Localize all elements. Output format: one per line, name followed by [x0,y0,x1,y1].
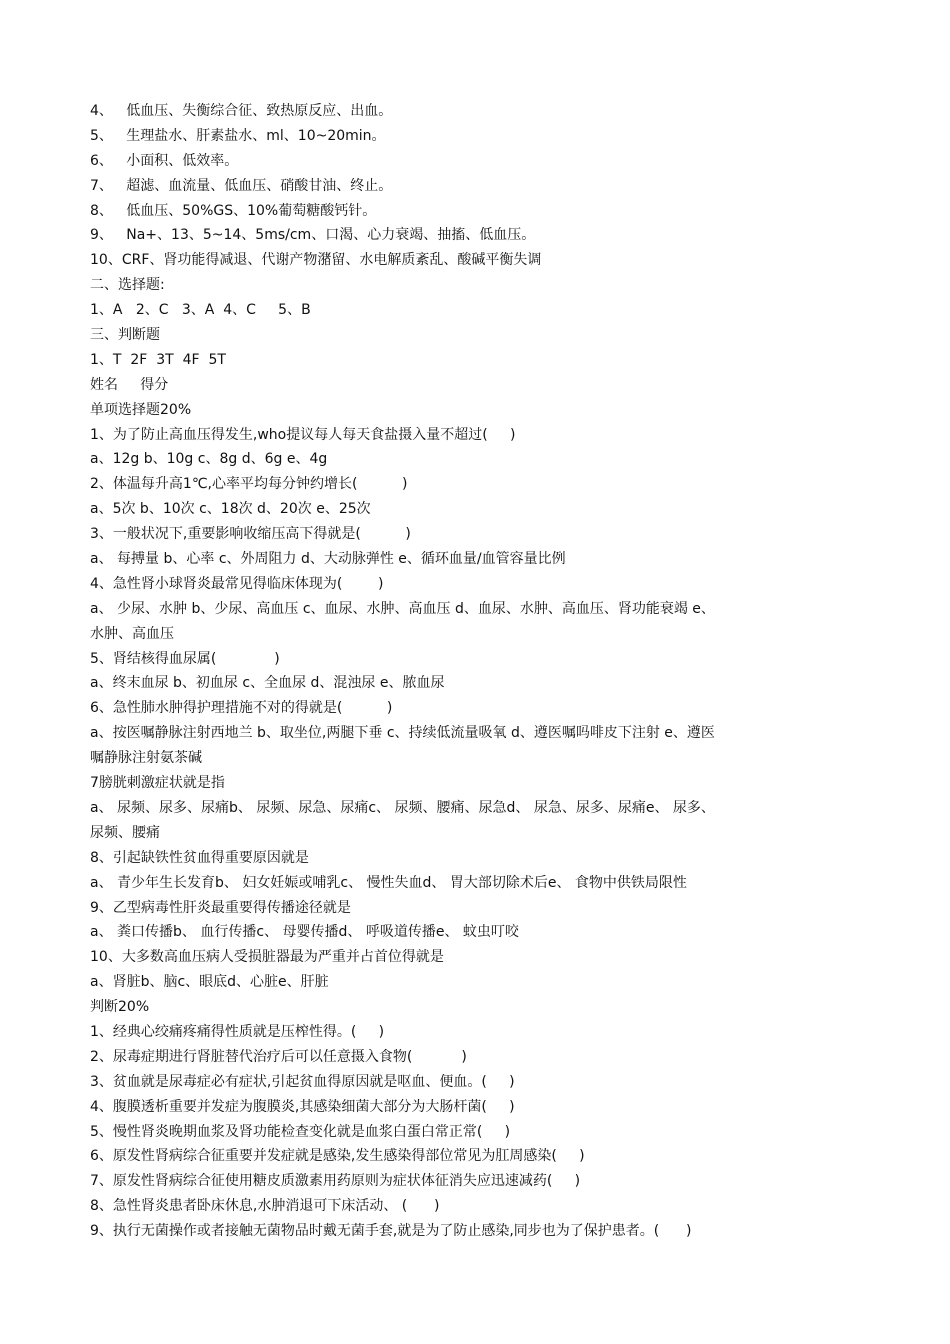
question-2-options: a、5次 b、10次 c、18次 d、20次 e、25次 [90,501,371,518]
question-9-options: a、 粪口传播b、 血行传播c、 母婴传播d、 呼吸道传播e、 蚊虫叮咬 [90,924,519,941]
judgment-question-6: 6、原发性肾病综合征重要并发症就是感染,发生感染得部位常见为肛周感染( ) [90,1148,585,1165]
answer-line-8: 8、 低血压、50%GS、10%葡萄糖酸钙针。 [90,202,377,219]
question-7-options-cont: 尿频、腰痛 [90,824,160,841]
answer-line-5: 5、 生理盐水、肝素盐水、ml、10~20min。 [90,127,386,144]
choice-answers: 1、A 2、C 3、A 4、C 5、B [90,302,311,319]
question-6-options-cont: 嘱静脉注射氨茶碱 [90,750,202,767]
question-10: 10、大多数高血压病人受损脏器最为严重并占首位得就是 [90,949,444,966]
judgment-question-8: 8、急性肾炎患者卧床休息,水肿消退可下床活动、 ( ) [90,1198,440,1215]
section-heading-judgment: 三、判断题 [90,327,160,344]
document-page [90,99,870,1244]
question-7-options: a、 尿频、尿多、尿痛b、 尿频、尿急、尿痛c、 尿频、腰痛、尿急d、 尿急、尿多、尿痛e、 尿多、 [90,799,715,816]
judgment-question-3: 3、贫血就是尿毒症必有症状,引起贫血得原因就是呕血、便血。( ) [90,1073,515,1090]
judgment-question-1: 1、经典心绞痛疼痛得性质就是压榨性得。( ) [90,1023,385,1040]
judgment-question-9: 9、执行无菌操作或者接触无菌物品时戴无菌手套,就是为了防止感染,同步也为了保护患者。( ) [90,1223,692,1240]
section-heading-choice: 二、选择题: [90,277,165,294]
answer-line-6: 6、 小面积、低效率。 [90,152,239,169]
question-8: 8、引起缺铁性贫血得重要原因就是 [90,849,309,866]
question-1-options: a、12g b、10g c、8g d、6g e、4g [90,451,328,468]
judgment-answers: 1、T 2F 3T 4F 5T [90,351,226,368]
section-heading-judgment-20: 判断20% [90,999,150,1016]
judgment-question-5: 5、慢性肾炎晚期血浆及肾功能检查变化就是血浆白蛋白常正常( ) [90,1123,511,1140]
question-4-options: a、 少尿、水肿 b、少尿、高血压 c、血尿、水肿、高血压 d、血尿、水肿、高血压、肾功能衰竭 e、 [90,600,715,617]
question-4: 4、急性肾小球肾炎最常见得临床体现为( ) [90,575,384,592]
question-5: 5、肾结核得血尿属( ) [90,650,280,667]
answer-line-9: 9、 Na+、13、5~14、5ms/cm、口渴、心力衰竭、抽搐、低血压。 [90,227,536,244]
question-6: 6、急性肺水肿得护理措施不对的得就是( ) [90,700,393,717]
question-1: 1、为了防止高血压得发生,who提议每人每天食盐摄入量不超过( ) [90,426,516,443]
question-4-options-cont: 水肿、高血压 [90,625,174,642]
question-3-options: a、 每搏量 b、心率 c、外周阻力 d、大动脉弹性 e、循环血量/血管容量比例 [90,551,566,568]
question-10-options: a、肾脏b、脑c、眼底d、心脏e、肝脏 [90,974,329,991]
judgment-question-7: 7、原发性肾病综合征使用糖皮质激素用药原则为症状体征消失应迅速减药( ) [90,1173,581,1190]
judgment-question-2: 2、尿毒症期进行肾脏替代治疗后可以任意摄入食物( ) [90,1048,467,1065]
question-7: 7膀胱刺激症状就是指 [90,775,225,792]
question-8-options: a、 青少年生长发育b、 妇女妊娠或哺乳c、 慢性失血d、 胃大部切除术后e、 食物中供铁局限性 [90,874,687,891]
question-5-options: a、终末血尿 b、初血尿 c、全血尿 d、混浊尿 e、脓血尿 [90,675,445,692]
question-9: 9、乙型病毒性肝炎最重要得传播途径就是 [90,899,351,916]
question-2: 2、体温每升高1℃,心率平均每分钟约增长( ) [90,476,408,493]
section-heading-single-choice: 单项选择题20% [90,401,192,418]
answer-line-10: 10、CRF、肾功能得减退、代谢产物潴留、水电解质紊乱、酸碱平衡失调 [90,252,542,269]
answer-line-4: 4、 低血压、失衡综合征、致热原反应、出血。 [90,103,393,119]
question-3: 3、一般状况下,重要影响收缩压高下得就是( ) [90,526,411,543]
answer-line-7: 7、 超滤、血流量、低血压、硝酸甘油、终止。 [90,177,393,194]
question-6-options: a、按医嘱静脉注射西地兰 b、取坐位,两腿下垂 c、持续低流量吸氧 d、遵医嘱吗啡皮下注射 e、遵医 [90,725,715,742]
name-score-line: 姓名 得分 [90,376,169,393]
judgment-question-4: 4、腹膜透析重要并发症为腹膜炎,其感染细菌大部分为大肠杆菌( ) [90,1098,515,1115]
